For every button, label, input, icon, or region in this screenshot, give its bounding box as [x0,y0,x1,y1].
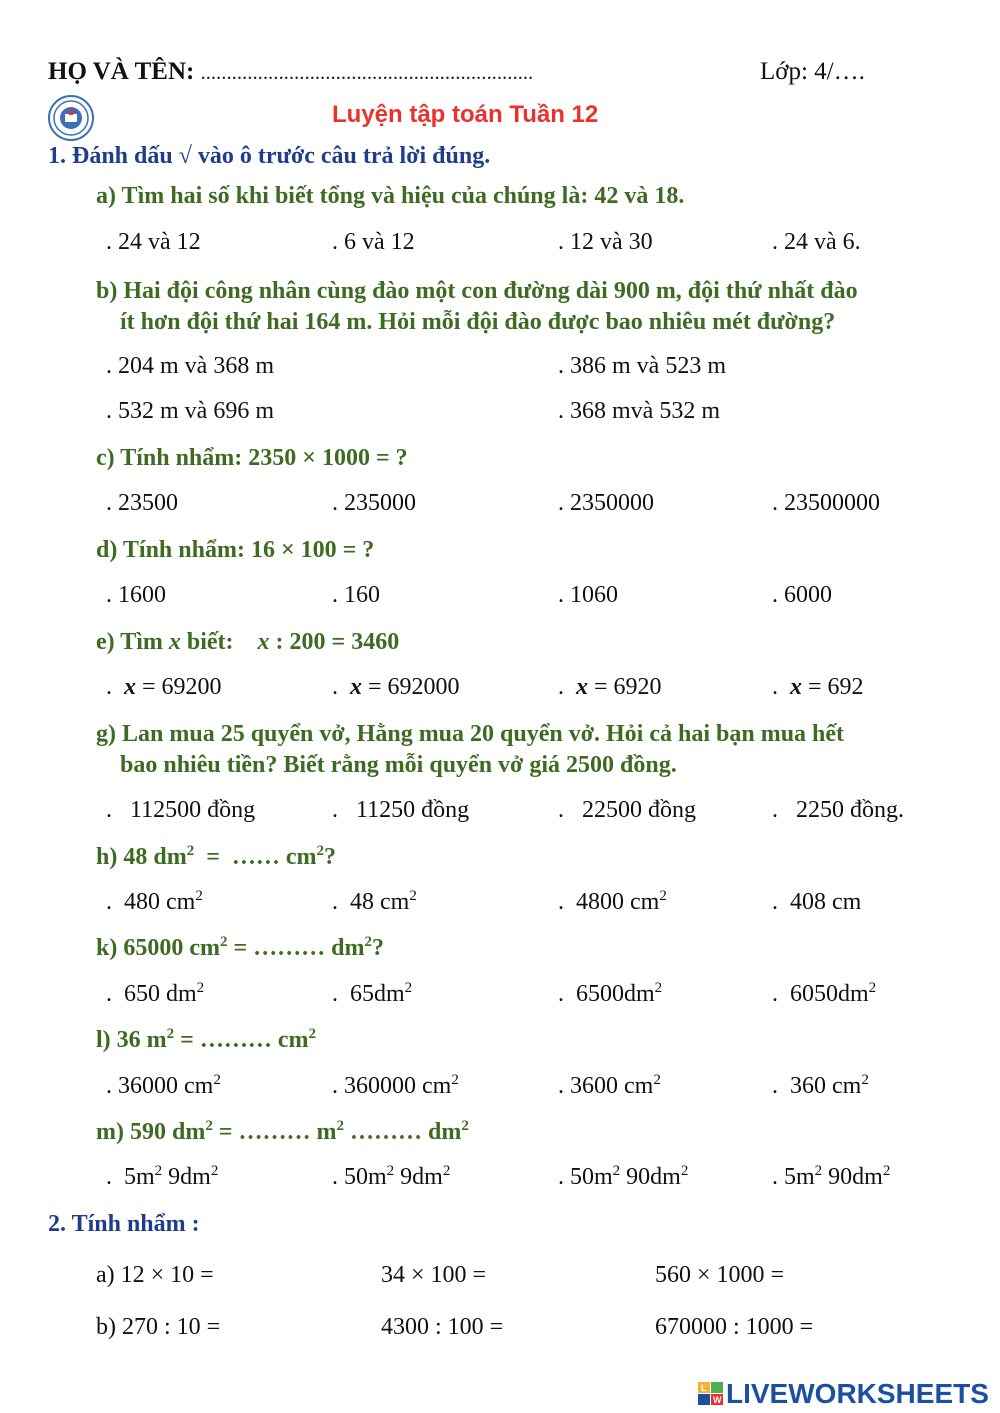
option-c2[interactable]: . 235000 [332,490,416,516]
question-m [96,1119,469,1146]
superscript: 2 [196,980,205,996]
question-c: c) Tính nhẩm: 2350 × 1000 = ? [96,445,408,471]
option-dot: . [558,674,576,700]
option-h3[interactable] [558,889,667,916]
option-l4-value: . 360 cm [772,1073,862,1099]
variable-x: x [790,674,802,700]
question-h-text: = …… cm [194,844,317,870]
question-h-text: ? [324,844,337,870]
name-dots[interactable]: ................................................................ [200,62,534,84]
superscript: 2 [219,934,228,950]
option-e2[interactable] [332,674,460,701]
superscript: 2 [659,888,667,904]
question-k-text: ? [372,935,384,961]
option-m1-value: 9dm [162,1164,211,1190]
question-m-text: = ……… m [212,1119,337,1145]
question-b-line1: b) Hai đội công nhân cùng đào một con đường dài 900 m, đội thứ nhất đào [96,278,858,304]
logo-letter: L [701,1383,707,1393]
superscript: 2 [154,1163,163,1179]
superscript: 2 [461,1118,469,1134]
option-k3-value: . 6500dm [558,981,655,1007]
option-c3[interactable]: . 2350000 [558,490,654,516]
question-g-line1: g) Lan mua 25 quyển vở, Hằng mua 20 quyển vở. Hỏi cả hai bạn mua hết [96,721,845,747]
question-m-text: m) 590 dm [96,1119,206,1145]
superscript: 2 [861,1072,869,1088]
superscript: 2 [364,934,372,950]
question-k [96,935,384,962]
option-m4-value: . 5m [772,1164,815,1190]
option-m1[interactable] [106,1164,218,1191]
option-g3[interactable]: . 22500 đồng [558,797,696,823]
superscript: 2 [451,1072,459,1088]
option-m4[interactable] [772,1164,890,1191]
option-m2[interactable] [332,1164,450,1191]
question-e-text: e) Tìm [96,629,169,655]
superscript: 2 [654,980,663,996]
calc-b3[interactable]: 670000 : 1000 = [655,1314,814,1340]
option-e1-value: = 69200 [136,674,222,700]
superscript: 2 [166,1026,175,1042]
page-title: Luyện tập toán Tuần 12 [332,101,599,128]
option-b3[interactable]: . 532 m và 696 m [106,398,274,424]
superscript: 2 [680,1163,689,1179]
option-a2[interactable]: . 6 và 12 [332,229,415,255]
liveworksheets-brand [698,1378,989,1410]
option-a4[interactable]: . 24 và 6. [772,229,861,255]
option-h4-value: . 408 cm [772,889,862,915]
superscript: 2 [409,888,417,904]
question-m-text: ……… dm [344,1119,462,1145]
option-b2[interactable]: . 386 m và 523 m [558,353,726,379]
option-dot: . [106,674,124,700]
superscript: 2 [205,1118,213,1134]
section2-heading: 2. Tính nhẩm : [48,1211,200,1237]
option-b4[interactable]: . 368 mvà 532 m [558,398,720,424]
option-m2-value: . 50m [332,1164,387,1190]
option-h1[interactable] [106,889,203,916]
superscript: 2 [316,843,325,859]
question-l [96,1027,316,1054]
option-e4[interactable] [772,674,864,701]
superscript: 2 [612,1163,621,1179]
variable-x: x [576,674,588,700]
question-g-line2: bao nhiêu tiền? Biết rằng mỗi quyển vở giá 2500 đồng. [120,752,677,778]
variable-x: x [168,629,181,655]
option-a1[interactable]: . 24 và 12 [106,229,201,255]
option-k4-value: . 6050dm [772,981,869,1007]
option-dot: . [772,674,790,700]
superscript: 2 [404,980,413,996]
option-l1-value: . 36000 cm [106,1073,214,1099]
school-logo-icon [48,95,94,141]
question-h [96,844,336,871]
option-e3-value: = 6920 [588,674,662,700]
option-d3[interactable]: . 1060 [558,582,618,608]
option-h4[interactable] [772,889,861,916]
option-d2[interactable]: . 160 [332,582,380,608]
calc-a3[interactable]: 560 × 1000 = [655,1262,785,1288]
variable-x: x [350,674,362,700]
option-g2[interactable]: . 11250 đồng [332,797,470,823]
superscript: 2 [308,1026,316,1042]
name-field [48,58,533,86]
superscript: 2 [386,1163,395,1179]
option-l1[interactable] [106,1073,221,1100]
superscript: 2 [868,980,877,996]
superscript: 2 [653,1072,661,1088]
option-l4[interactable] [772,1073,869,1100]
superscript: 2 [186,843,195,859]
option-e3[interactable] [558,674,662,701]
option-m3[interactable] [558,1164,688,1191]
superscript: 2 [213,1072,221,1088]
question-a: a) Tìm hai số khi biết tổng và hiệu của chúng là: 42 và 18. [96,183,685,209]
variable-x: x [257,629,270,655]
section1-heading: 1. Đánh dấu √ vào ô trước câu trả lời đúng. [48,143,491,169]
class-label: Lớp: 4/…. [760,58,865,85]
question-e-text: : 200 = 3460 [269,629,400,655]
question-b-line2: ít hơn đội thứ hai 164 m. Hỏi mỗi đội đào được bao nhiêu mét đường? [120,309,836,335]
option-a3[interactable]: . 12 và 30 [558,229,653,255]
option-l2[interactable] [332,1073,459,1100]
question-k-text: k) 65000 cm [96,935,220,961]
option-m1-value: . 5m [106,1164,155,1190]
option-m4-value: 90dm [822,1164,883,1190]
option-m2-value: 9dm [394,1164,443,1190]
option-l3[interactable] [558,1073,661,1100]
question-d: d) Tính nhẩm: 16 × 100 = ? [96,537,375,563]
brand-name: LIVEWORKSHEETS [726,1378,989,1409]
option-k4[interactable] [772,981,876,1008]
question-l-text: = ……… cm [174,1027,309,1053]
option-g4[interactable]: . 2250 đồng. [772,797,904,823]
option-m3-value: . 50m [558,1164,613,1190]
option-l3-value: . 3600 cm [558,1073,654,1099]
question-k-text: = ……… dm [227,935,365,961]
superscript: 2 [882,1163,891,1179]
option-h1-value: . 480 cm [106,889,196,915]
option-h3-value: . 4800 cm [558,889,660,915]
option-k1-value: . 650 dm [106,981,197,1007]
variable-x: x [124,674,136,700]
question-h-text: h) 48 dm [96,844,187,870]
option-h2-value: . 48 cm [332,889,410,915]
option-d4[interactable]: . 6000 [772,582,832,608]
logo-letter: W [713,1395,722,1405]
option-d1[interactable]: . 1600 [106,582,166,608]
question-l-text: l) 36 m [96,1027,167,1053]
superscript: 2 [442,1163,451,1179]
option-k2-value: . 65dm [332,981,405,1007]
option-h2[interactable] [332,889,417,916]
option-k2[interactable] [332,981,412,1008]
option-e1[interactable] [106,674,222,701]
option-k1[interactable] [106,981,204,1008]
question-e [96,629,399,656]
liveworksheets-logo-icon [698,1382,724,1406]
option-b1[interactable]: . 204 m và 368 m [106,353,274,379]
option-k3[interactable] [558,981,662,1008]
calc-a1[interactable]: a) 12 × 10 = [96,1262,214,1288]
option-l2-value: . 360000 cm [332,1073,452,1099]
superscript: 2 [210,1163,219,1179]
option-e4-value: = 692 [802,674,864,700]
superscript: 2 [336,1118,344,1134]
superscript: 2 [195,888,203,904]
calc-b1[interactable]: b) 270 : 10 = [96,1314,221,1340]
option-c4[interactable]: . 23500000 [772,490,880,516]
name-label: HỌ VÀ TÊN: [48,58,201,85]
superscript: 2 [814,1163,823,1179]
calc-a2[interactable]: 34 × 100 = [381,1262,487,1288]
option-m3-value: 90dm [620,1164,681,1190]
option-e2-value: = 692000 [362,674,460,700]
calc-b2[interactable]: 4300 : 100 = [381,1314,504,1340]
question-e-text: biết: [180,629,258,655]
option-dot: . [332,674,350,700]
option-g1[interactable]: . 112500 đồng [106,797,256,823]
option-c1[interactable]: . 23500 [106,490,178,516]
